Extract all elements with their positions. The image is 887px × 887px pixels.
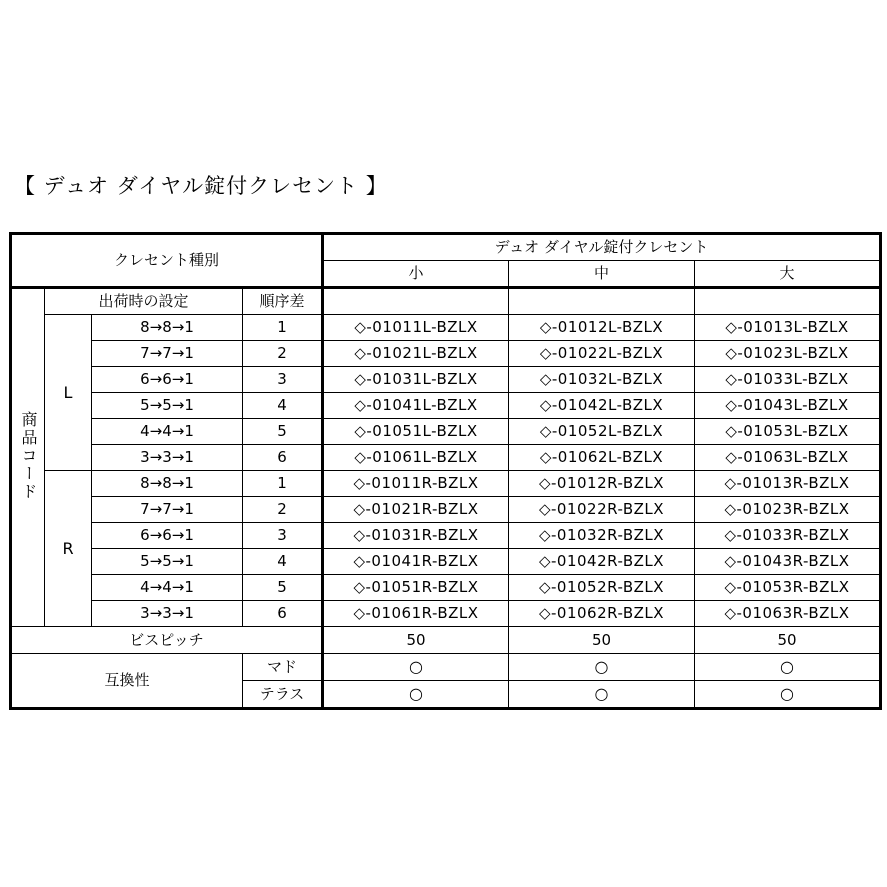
setting-value-cell (92, 341, 243, 367)
product-label-cell (323, 234, 881, 261)
compat-mark-cell (323, 654, 509, 681)
setting-value: 4→4→1 (140, 578, 194, 596)
screw-pitch-value: 50 (406, 630, 426, 649)
product-code: ◇-01023L-BZLX (725, 344, 849, 362)
product-code-cell (323, 549, 509, 575)
compat-mark-cell (323, 681, 509, 709)
product-code: ◇-01012L-BZLX (539, 318, 664, 336)
empty-cell (509, 288, 695, 315)
page-title: 【 デュオ ダイヤル錠付クレセント 】 (14, 174, 388, 198)
subheader-row (11, 288, 881, 315)
product-code: ◇-01062L-BZLX (539, 448, 664, 466)
product-code: ◇-01061L-BZLX (354, 448, 478, 466)
table-row (11, 341, 881, 367)
screw-pitch-value: 50 (591, 630, 612, 649)
compat-label: 互換性 (104, 671, 150, 689)
order-value-cell (243, 523, 323, 549)
product-code: ◇-01063L-BZLX (725, 448, 849, 466)
product-code: ◇-01043L-BZLX (725, 396, 849, 414)
size-small: 小 (408, 264, 424, 282)
setting-value-cell (92, 315, 243, 341)
product-code: ◇-01053R-BZLX (724, 578, 850, 596)
compat-type-label: マド (266, 657, 297, 676)
order-value-cell (243, 445, 323, 471)
product-code: ◇-01022L-BZLX (539, 344, 664, 362)
order-value: 5 (277, 578, 287, 596)
product-code: ◇-01052L-BZLX (539, 422, 664, 440)
product-code-cell (695, 497, 881, 523)
compat-mark-cell (695, 654, 881, 681)
product-code-cell (323, 419, 509, 445)
product-code-cell (323, 575, 509, 601)
product-code-cell (509, 445, 695, 471)
setting-value-cell (92, 575, 243, 601)
product-code-cell (509, 341, 695, 367)
product-code-cell (323, 497, 509, 523)
product-code: ◇-01023R-BZLX (724, 500, 850, 518)
product-code-cell (695, 341, 881, 367)
table-row (11, 549, 881, 575)
setting-value: 6→6→1 (140, 526, 194, 544)
product-code: ◇-01042L-BZLX (539, 396, 664, 414)
order-label-cell (243, 288, 323, 315)
size-large-cell (695, 261, 881, 288)
table-row (11, 471, 881, 497)
product-code: ◇-01041L-BZLX (354, 396, 478, 414)
setting-value-cell (92, 549, 243, 575)
product-code-cell (509, 419, 695, 445)
order-value: 6 (277, 448, 287, 466)
order-value-cell (243, 341, 323, 367)
setting-value: 3→3→1 (140, 604, 194, 622)
compat-mark: ○ (780, 684, 794, 703)
setting-label-cell (45, 288, 243, 315)
product-code-label-cell (11, 288, 45, 627)
order-value: 1 (277, 318, 287, 336)
order-value: 6 (277, 604, 287, 622)
product-code-cell (509, 315, 695, 341)
table-row (11, 497, 881, 523)
order-value-cell (243, 497, 323, 523)
product-code: ◇-01021R-BZLX (353, 500, 479, 518)
product-code-cell (509, 497, 695, 523)
table-row (11, 367, 881, 393)
side-label: L (63, 382, 73, 402)
setting-value-cell (92, 523, 243, 549)
product-code-cell (323, 471, 509, 497)
compat-mark: ○ (780, 657, 794, 676)
product-code-cell (695, 393, 881, 419)
product-code: ◇-01013L-BZLX (725, 318, 849, 336)
product-code-cell (509, 523, 695, 549)
product-code-cell (323, 393, 509, 419)
order-value: 4 (277, 396, 287, 414)
type-label-cell (11, 234, 323, 288)
product-code-cell (695, 419, 881, 445)
compat-mark-cell (695, 681, 881, 709)
product-code-cell (695, 601, 881, 627)
setting-label: 出荷時の設定 (98, 292, 189, 310)
product-code-cell (323, 601, 509, 627)
setting-value: 5→5→1 (140, 552, 194, 570)
order-value-cell (243, 419, 323, 445)
setting-value: 8→8→1 (140, 474, 194, 492)
compat-mark-cell (509, 654, 695, 681)
table-row (11, 601, 881, 627)
spec-table (9, 232, 882, 710)
order-value: 3 (277, 526, 287, 544)
side-label-cell (45, 471, 92, 627)
product-code-cell (509, 601, 695, 627)
setting-value-cell (92, 497, 243, 523)
product-code: ◇-01042R-BZLX (538, 552, 665, 570)
order-value-cell (243, 367, 323, 393)
product-code-cell (323, 315, 509, 341)
product-code: ◇-01061R-BZLX (353, 604, 479, 622)
product-code: ◇-01013R-BZLX (724, 474, 850, 492)
table-row (11, 419, 881, 445)
side-label: R (62, 538, 74, 558)
compat-mark-cell (509, 681, 695, 709)
product-code: ◇-01032L-BZLX (539, 370, 664, 388)
product-code-cell (695, 445, 881, 471)
table-row (11, 393, 881, 419)
product-code-cell (695, 315, 881, 341)
product-code-cell (509, 393, 695, 419)
screw-pitch-row (11, 627, 881, 654)
setting-value-cell (92, 445, 243, 471)
product-code-cell (695, 575, 881, 601)
order-label: 順序差 (259, 292, 305, 310)
product-code: ◇-01053L-BZLX (725, 422, 849, 440)
product-code: ◇-01022R-BZLX (538, 500, 665, 518)
product-code-cell (509, 471, 695, 497)
product-code: ◇-01051L-BZLX (354, 422, 478, 440)
setting-value: 4→4→1 (140, 422, 194, 440)
setting-value-cell (92, 601, 243, 627)
product-code: ◇-01062R-BZLX (538, 604, 665, 622)
product-code: ◇-01051R-BZLX (353, 578, 479, 596)
product-code-cell (509, 575, 695, 601)
compat-row (11, 654, 881, 681)
product-code-cell (509, 367, 695, 393)
product-code-cell (695, 471, 881, 497)
order-value-cell (243, 601, 323, 627)
compat-type-label-cell (243, 654, 323, 681)
compat-type-label: テラス (259, 684, 305, 703)
table-row (11, 575, 881, 601)
type-label: クレセント種別 (113, 251, 219, 269)
order-value: 2 (277, 344, 287, 362)
screw-pitch-value: 50 (777, 630, 797, 649)
order-value-cell (243, 471, 323, 497)
compat-label-cell (11, 654, 243, 709)
product-code: ◇-01011L-BZLX (354, 318, 478, 336)
compat-mark: ○ (409, 657, 423, 676)
compat-mark: ○ (594, 684, 609, 703)
order-value: 3 (277, 370, 287, 388)
product-label: デュオ ダイヤル錠付クレセント (494, 238, 709, 256)
product-code-label: 商品コード (19, 411, 38, 501)
table-row (11, 445, 881, 471)
size-medium-cell (509, 261, 695, 288)
spec-table-body (11, 234, 881, 709)
product-code: ◇-01041R-BZLX (353, 552, 479, 570)
product-code: ◇-01033L-BZLX (725, 370, 849, 388)
setting-value: 5→5→1 (140, 396, 194, 414)
screw-pitch-value-cell (323, 627, 509, 654)
product-code: ◇-01031R-BZLX (353, 526, 479, 544)
setting-value: 3→3→1 (140, 448, 194, 466)
empty-cell (323, 288, 509, 315)
setting-value: 6→6→1 (140, 370, 194, 388)
product-code-cell (509, 549, 695, 575)
screw-pitch-label-cell (11, 627, 323, 654)
setting-value-cell (92, 419, 243, 445)
compat-type-label-cell (243, 681, 323, 709)
side-label-cell (45, 315, 92, 471)
order-value-cell (243, 575, 323, 601)
order-value: 2 (277, 500, 287, 518)
setting-value-cell (92, 393, 243, 419)
header-row-1 (11, 234, 881, 261)
product-code: ◇-01063R-BZLX (724, 604, 850, 622)
order-value: 5 (277, 422, 287, 440)
product-code: ◇-01032R-BZLX (538, 526, 665, 544)
screw-pitch-value-cell (695, 627, 881, 654)
product-code-cell (695, 367, 881, 393)
product-code: ◇-01043R-BZLX (724, 552, 850, 570)
setting-value: 7→7→1 (140, 344, 194, 362)
setting-value-cell (92, 471, 243, 497)
order-value: 4 (277, 552, 287, 570)
product-code-cell (695, 523, 881, 549)
compat-mark: ○ (594, 657, 609, 676)
product-code: ◇-01012R-BZLX (538, 474, 665, 492)
product-code-cell (323, 341, 509, 367)
size-medium: 中 (593, 264, 609, 282)
setting-value: 8→8→1 (140, 318, 194, 336)
setting-value: 7→7→1 (140, 500, 194, 518)
screw-pitch-label: ビスピッチ (129, 630, 204, 649)
setting-value-cell (92, 367, 243, 393)
product-code-cell (695, 549, 881, 575)
screw-pitch-value-cell (509, 627, 695, 654)
product-code: ◇-01021L-BZLX (354, 344, 478, 362)
table-row (11, 315, 881, 341)
product-code: ◇-01052R-BZLX (538, 578, 665, 596)
product-code-cell (323, 367, 509, 393)
product-code: ◇-01033R-BZLX (724, 526, 850, 544)
compat-mark: ○ (409, 684, 423, 703)
size-large: 大 (779, 264, 795, 282)
product-code-cell (323, 445, 509, 471)
order-value-cell (243, 549, 323, 575)
size-small-cell (323, 261, 509, 288)
product-code: ◇-01031L-BZLX (354, 370, 478, 388)
order-value-cell (243, 315, 323, 341)
empty-cell (695, 288, 881, 315)
product-code-cell (323, 523, 509, 549)
order-value-cell (243, 393, 323, 419)
order-value: 1 (277, 474, 287, 492)
table-row (11, 523, 881, 549)
product-code: ◇-01011R-BZLX (353, 474, 479, 492)
